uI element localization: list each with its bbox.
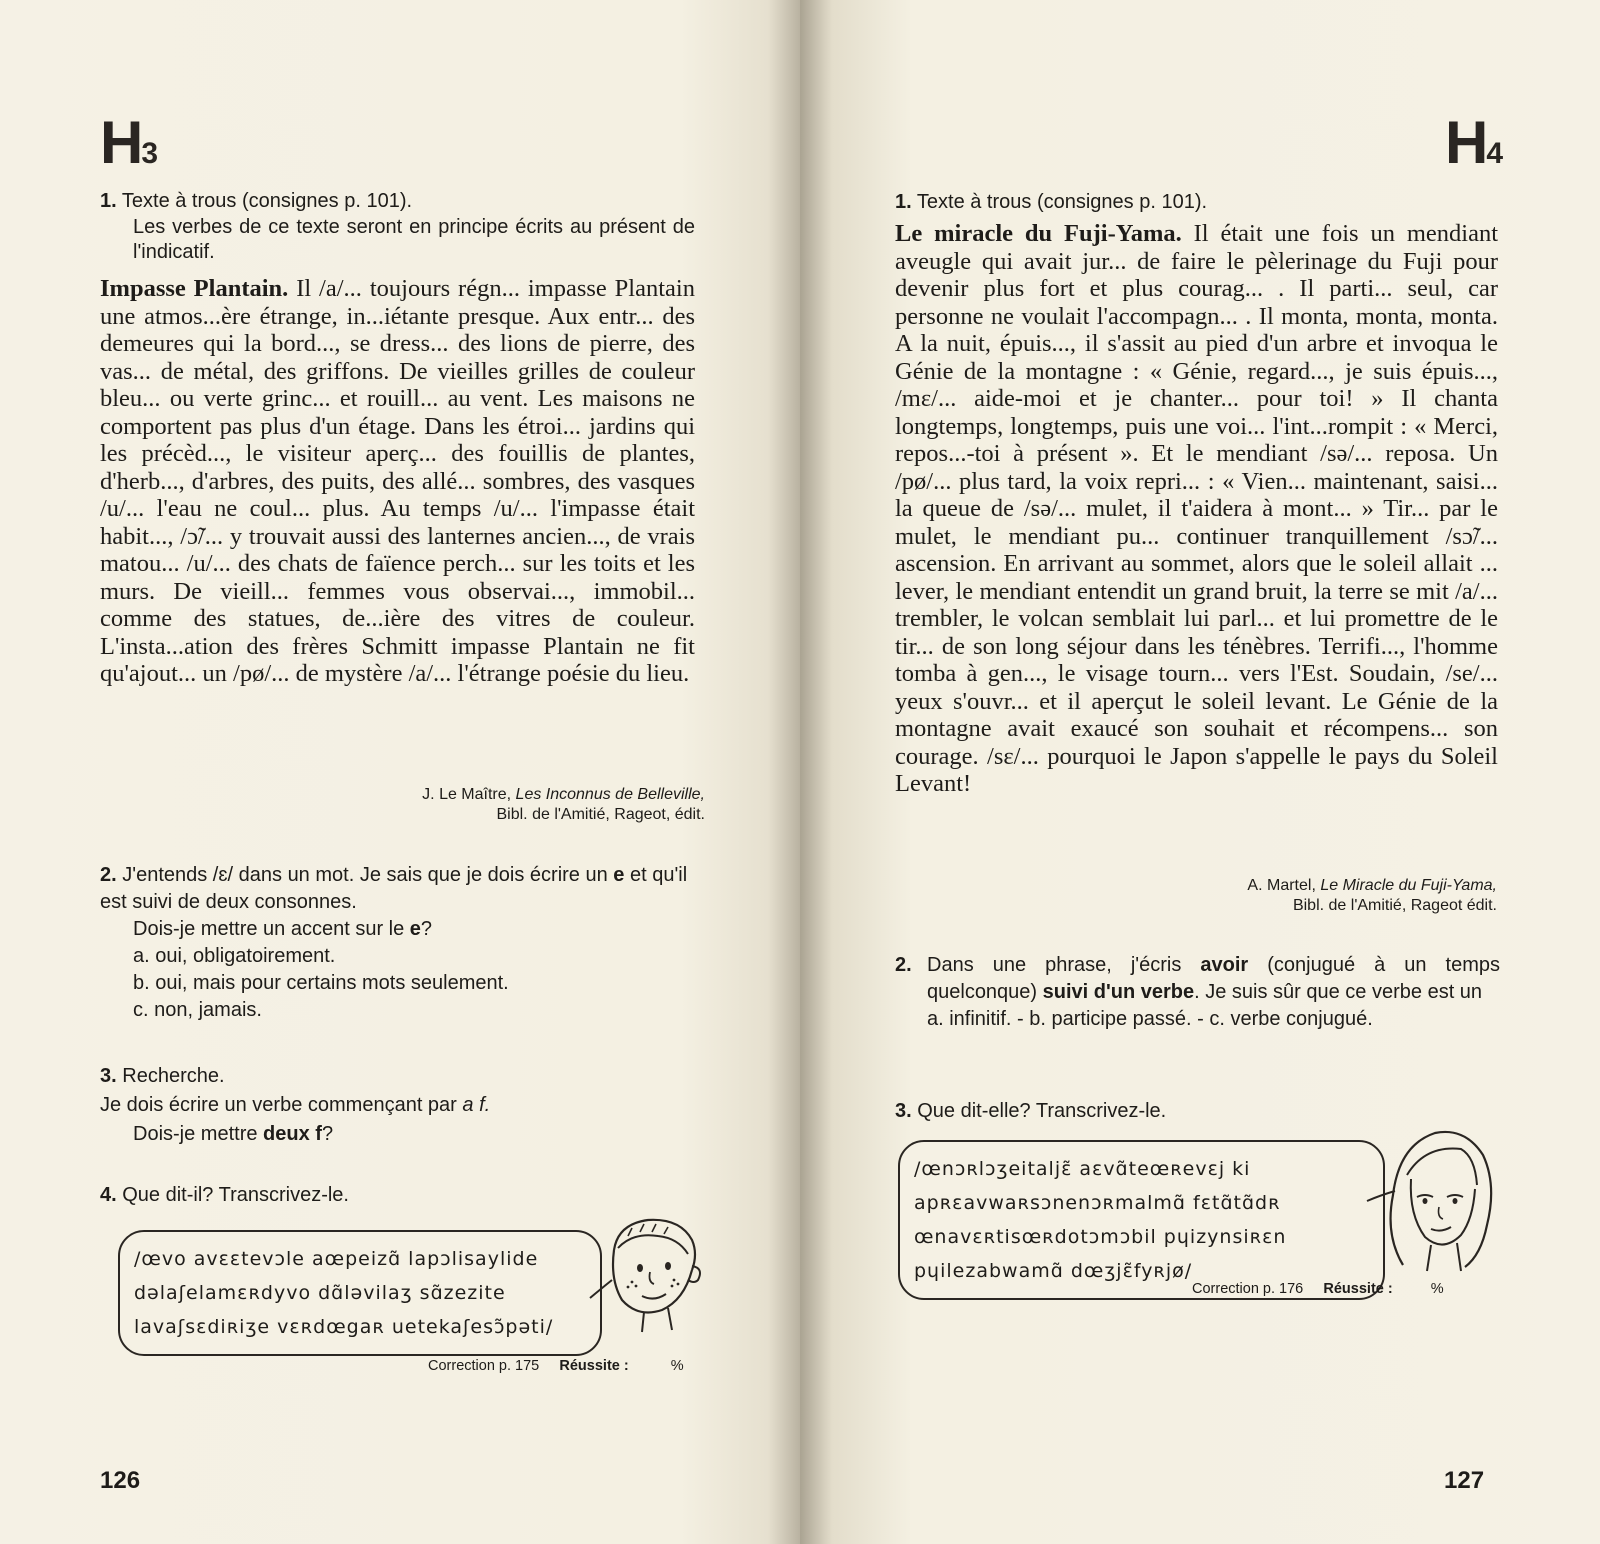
boy-illustration: [588, 1210, 718, 1335]
transcription-line: pɥilezabwamɑ̃ dœʒjɛ̃fyʀjø/: [914, 1260, 1193, 1282]
percent-sign: %: [670, 1358, 684, 1374]
page-number: 126: [100, 1467, 141, 1494]
question-bold: avoir: [1200, 954, 1249, 976]
text-body: Il était une fois un mendiant aveugle qui avait jur... de faire le pèlerinage du Fuji pour devenir plus fort et plus courag... . Il parti... seul, car personne ne voulait l'accompagn... . Il monta, monta, monta. A la nuit, épuis..., il s'assit au pied d'un arbre et invoqua le Génie de la montagne : « Génie, regard..., je suis épuis..., /mɛ/... aide-moi et je chanter... pour toi! » Il chanta longtemps, longtemps, puis une voi... l'int...rompit : « Merci, repos...-toi à présent ». Et le mendiant /sə/... reposa. Un /pø/... plus tard, la voix repri... : « Vien... maintenant, saisi... la queue de /sə/... mulet, il t'aidera à mont... » Tir... par le mulet, le mendiant pu... continuer tranquillement /sɔ̃/... ascension. En arrivant au sommet, alors que le soleil allait ... lever, le mendiant entendit un grand bruit, la terre se mit /a/... trembler, le volcan semblait lui parl... et lui promettre de le tir... de son long séjour dans les ténèbres. Terrifi..., l'homme tomba à gen..., le visage tourn... vers l'Est. Soudain, /se/... yeux s'ouvr... et il aperçut le soleil levant. Le Génie de la montagne avait exaucé son souhait et récompens... son courage. /sɛ/... pourquoi le Japon s'appelle le pays du Soleil Levant!: [895, 220, 1498, 797]
exercise-number: 4.: [100, 1184, 117, 1206]
option-a: a. oui, obligatoirement.: [133, 945, 336, 967]
question-text: Dans une phrase, j'écris: [927, 954, 1201, 976]
question-bold: deux f: [263, 1123, 322, 1145]
exercise-number: 3.: [895, 1100, 912, 1122]
credit-publisher: Bibl. de l'Amitié, Rageot édit.: [1292, 897, 1497, 914]
exercise-note: Les verbes de ce texte seront en principe écrits au présent de l'indicatif.: [133, 216, 695, 263]
code-letter: H: [100, 109, 142, 176]
reussite-label: Réussite :: [1323, 1281, 1393, 1297]
transcription-line: /œnɔʀlɔʒeitaljɛ̃ aɛvɑ̃teœʀevɛj ki: [914, 1158, 1251, 1180]
question-italic: a f.: [462, 1094, 491, 1116]
question-text: Je dois écrire un verbe commençant par: [100, 1094, 463, 1116]
question-text: . Je suis sûr que ce verbe est un: [1194, 981, 1483, 1003]
question-text: Dois-je mettre un accent sur le: [133, 918, 410, 940]
question-bold: e: [613, 864, 625, 886]
exercise-title: Texte à trous (consignes p. 101).: [916, 191, 1208, 213]
question-bold: suivi d'un verbe: [1042, 981, 1195, 1003]
correction-line: [428, 1358, 684, 1374]
speech-bubble: [898, 1140, 1385, 1300]
text-body: Il /a/... toujours régn... impasse Plantain une atmos...ère étrange, in...iétante presque. Aux entr... des demeures qui la bord..., se dress... des lions de pierre, des vas... de métal, des griffons. De vieilles grilles de couleur bleu... ou verte grinc... et rouill... au vent. Les maisons ne comportent pas plus d'un étage. Dans les étroi... jardins qui les précèd..., le visiteur aperç... des fouillis de plantes, d'herb..., d'arbres, des puits, des allé... sombres, des vasques /u/... l'eau ne coul... plus. Au temps /u/... l'impasse était habit..., /ɔ̃/... y trouvait aussi des lanternes ancien..., de vrais matou... /u/... des chats de faïence perch... sur les toits et les murs. De vieill... femmes vous observai..., immobil... comme des statues, de...ière des vitres de couleur. L'insta...ation des frères Schmitt impasse Plantain ne fit qu'ajout... un /pø/... de mystère /a/... l'étrange poésie du lieu.: [100, 275, 695, 687]
exercise-number: 1.: [895, 191, 912, 213]
right-page: [800, 0, 1600, 1544]
text-credit: [895, 876, 1497, 916]
exercise-2: [895, 952, 1500, 1033]
question-text: Dois-je mettre: [133, 1123, 264, 1145]
credit-publisher: Bibl. de l'Amitié, Rageot, édit.: [496, 806, 705, 823]
question-text: ?: [420, 918, 433, 940]
exercise-title: Que dit-il? Transcrivez-le.: [122, 1184, 349, 1206]
credit-author: A. Martel,: [1247, 877, 1316, 894]
section-code-h3: [100, 108, 156, 177]
exercise-number: 2.: [895, 954, 912, 976]
girl-illustration: [1365, 1115, 1500, 1275]
exercise-number: 3.: [100, 1065, 117, 1087]
text-heading: Le miracle du Fuji-Yama.: [895, 220, 1182, 247]
question-text: et qu'il est suivi de deux consonnes.: [100, 864, 688, 913]
options-line: a. infinitif. - b. participe passé. - c. verbe conjugué.: [927, 1008, 1373, 1030]
exercise-1: [895, 189, 1495, 216]
exercise-title: Texte à trous (consignes p. 101).: [121, 190, 413, 212]
exercise-1: [100, 188, 695, 265]
exercise-3: [100, 1062, 710, 1149]
question-text: (conjugué à un temps quelconque): [927, 954, 1501, 1003]
correction-reference: Correction p. 176: [1192, 1281, 1304, 1297]
page-number: 127: [1444, 1467, 1485, 1494]
question-text: J'entends /ɛ/ dans un mot. Je sais que je dois écrire un: [122, 864, 614, 886]
transcription-line: apʀɛavwaʀsɔnenɔʀmalmɑ̃ fɛtɑ̃tɑ̃dʀ: [914, 1192, 1281, 1214]
transcription-line: /œvo avɛɛtevɔle aœpeizɑ̃ lapɔlisaylide: [134, 1248, 539, 1270]
reussite-label: Réussite :: [559, 1358, 629, 1374]
option-c: c. non, jamais.: [133, 999, 262, 1021]
text-heading: Impasse Plantain.: [100, 275, 289, 302]
code-number: 3: [141, 137, 157, 170]
section-code-h4: [1445, 108, 1501, 177]
correction-reference: Correction p. 175: [428, 1358, 540, 1374]
text-credit: [100, 785, 705, 825]
exercise-2: [100, 862, 710, 1024]
credit-title: Le Miracle du Fuji-Yama,: [1320, 877, 1497, 894]
text-miracle-fuji: [895, 220, 1498, 798]
exercise-4: [100, 1182, 710, 1209]
exercise-number: 1.: [100, 190, 117, 212]
text-impasse-plantain: [100, 275, 695, 688]
exercise-number: 2.: [100, 864, 117, 886]
credit-author: J. Le Maître,: [422, 786, 512, 803]
exercise-title: Que dit-elle? Transcrivez-le.: [917, 1100, 1167, 1122]
exercise-title: Recherche.: [122, 1065, 225, 1087]
transcription-line: œnavɛʀtisœʀdotɔmɔbil pɥizynsiʀɛn: [914, 1226, 1287, 1248]
credit-title: Les Inconnus de Belleville,: [515, 786, 705, 803]
option-b: b. oui, mais pour certains mots seulement.: [133, 972, 509, 994]
correction-line: [1192, 1281, 1444, 1297]
transcription-line: dəlaʃelamɛʀdyvo dɑ̃ləvilaʒ sɑ̃zezite: [134, 1282, 506, 1304]
code-letter: H: [1445, 109, 1487, 176]
code-number: 4: [1486, 137, 1502, 170]
question-bold: e: [409, 918, 421, 940]
question-text: ?: [321, 1123, 334, 1145]
speech-bubble: [118, 1230, 602, 1356]
percent-sign: %: [1430, 1281, 1444, 1297]
transcription-line: lavaʃsɛdiʀiʒe vɛʀdœgaʀ uetekaʃesɔ̃pəti/: [134, 1316, 554, 1338]
